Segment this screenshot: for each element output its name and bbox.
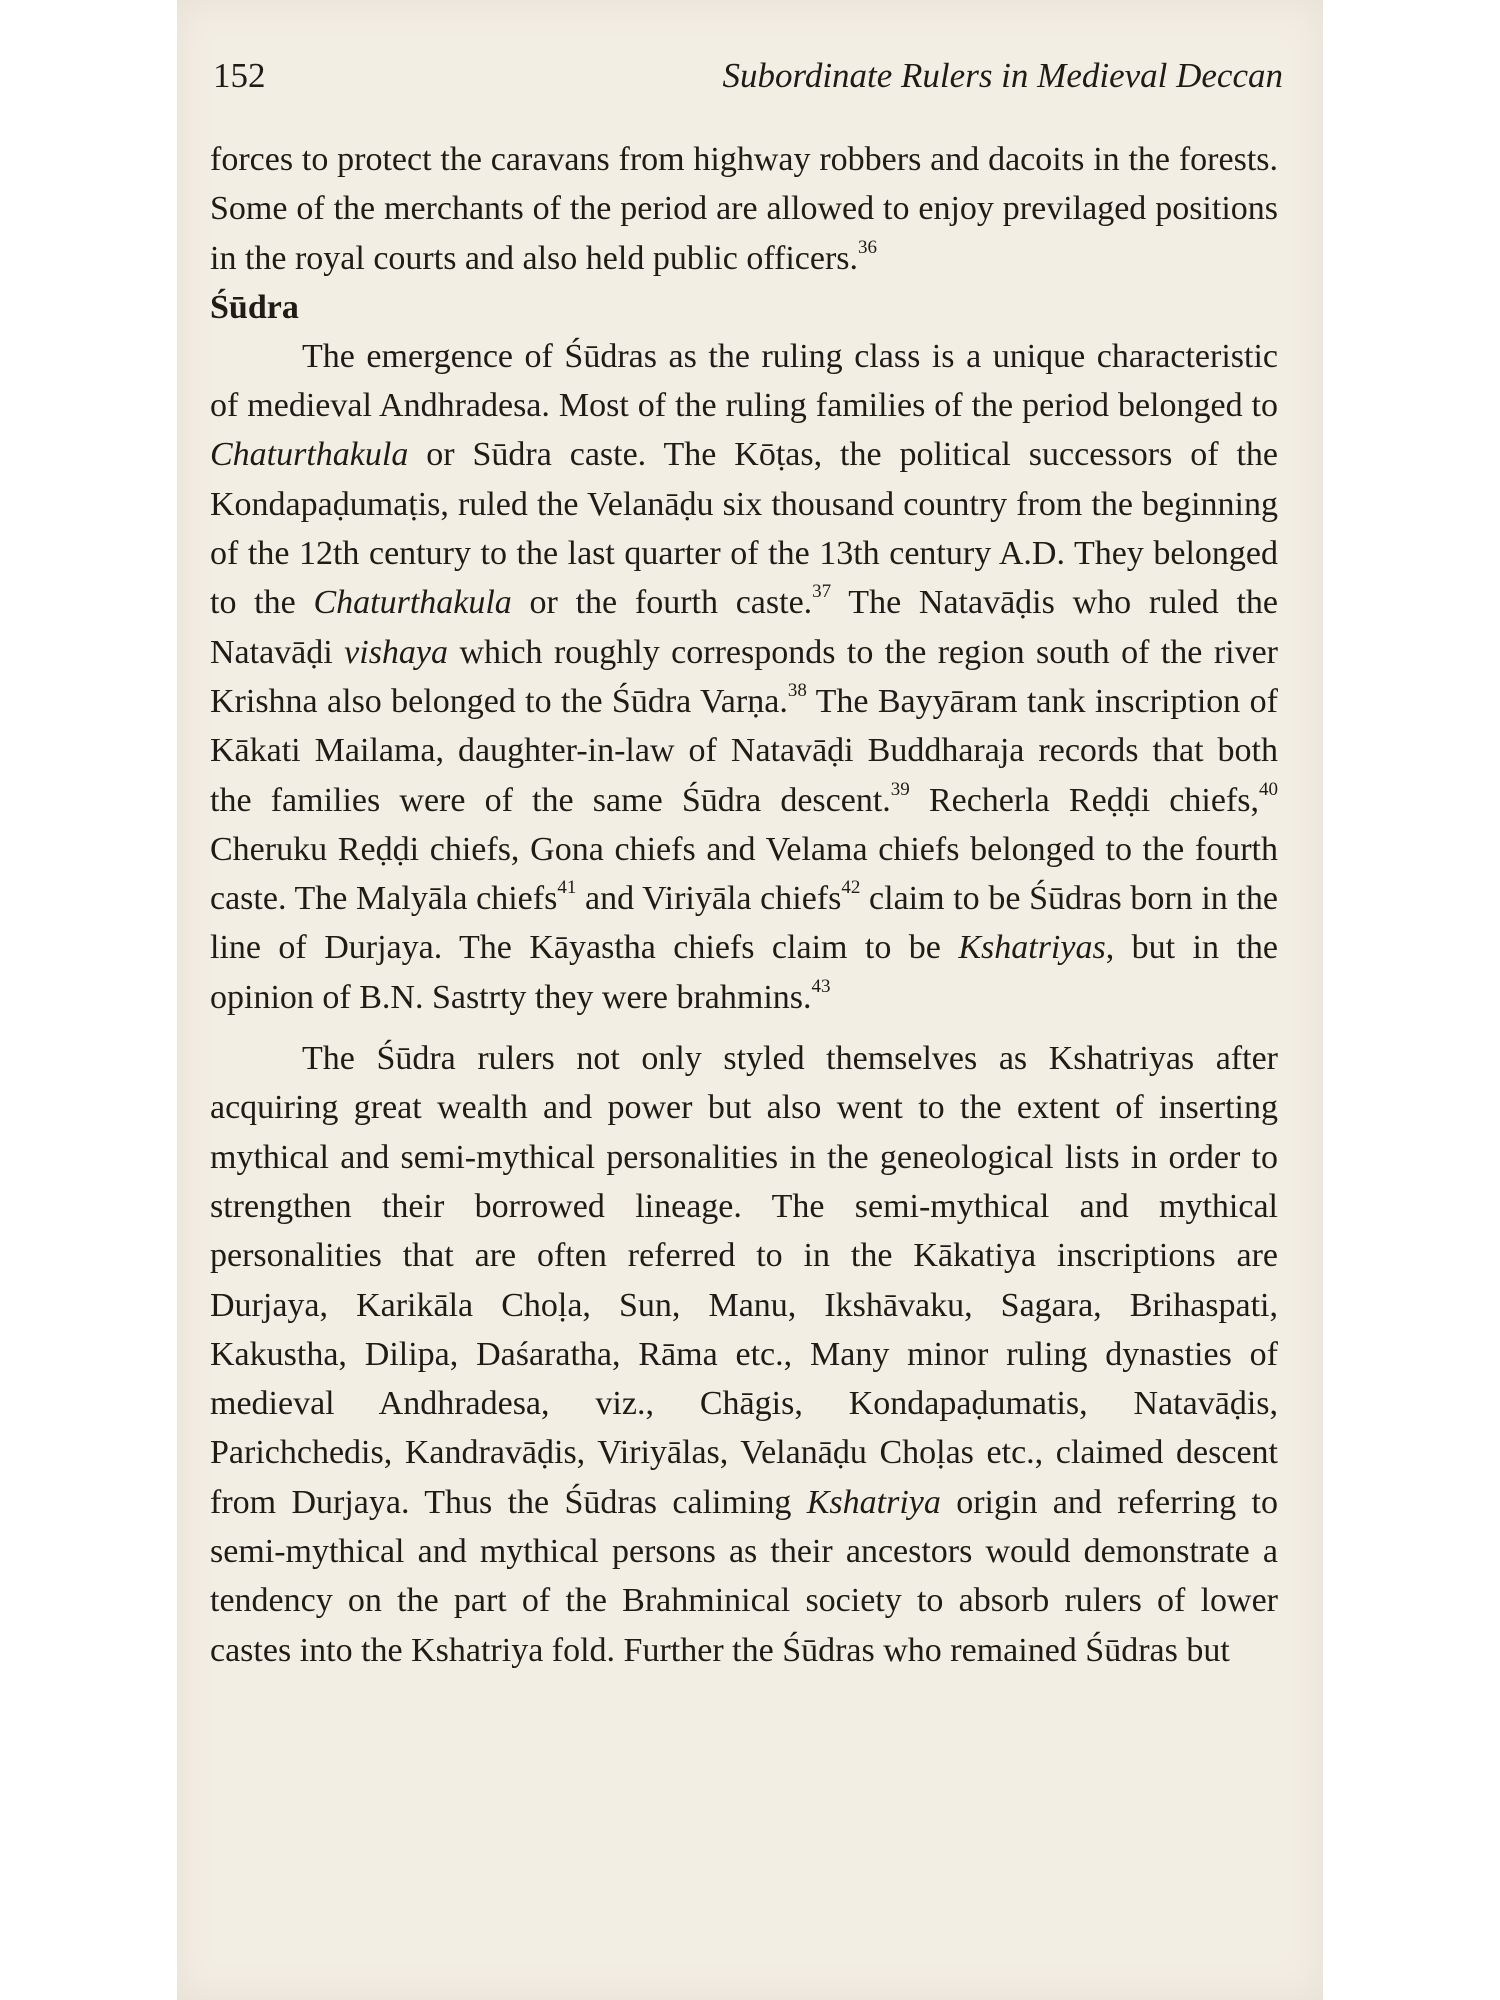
page-body xyxy=(210,135,1278,1675)
footnote-ref-38: 38 xyxy=(787,679,807,701)
italic-term: Chaturthakula xyxy=(210,436,409,474)
text: and Viriyāla chiefs xyxy=(576,880,842,918)
text: which roughly corresponds to the region south of the river Krishna also belonged to the Śūdra Varṇa. xyxy=(210,633,1279,720)
footnote-ref-37: 37 xyxy=(812,581,832,603)
paragraph-merchants xyxy=(210,135,1278,283)
text: forces to protect the caravans from highway robbers and dacoits in the forests. Some of the merchants of the period are allowed to enjoy previlaged positions in the royal courts and also held public officers. xyxy=(210,141,1278,277)
text: The emergence of Śūdras as the ruling class is a unique characteristic of medieval Andhradesa. Most of the ruling families of the period belonged to xyxy=(210,337,1278,425)
text: or the fourth caste. xyxy=(511,584,813,622)
text: Recherla Reḍḍi chiefs, xyxy=(909,781,1259,819)
running-title: Subordinate Rulers in Medieval Deccan xyxy=(722,56,1283,95)
footnote-ref-40: 40 xyxy=(1259,778,1278,800)
italic-term: Kshatriyas xyxy=(958,929,1106,967)
footnote-ref-42: 42 xyxy=(841,877,861,899)
text: The Śūdra rulers not only styled themselves as Kshatriyas after acquiring great wealth and power but also went to the extent of inserting mythical and semi-mythical personalities in the geneological lists in order to strengthen their borrowed lineage. The semi-mythical and mythical personalities that are often referred to in the Kākatiya inscriptions are Durjaya, Karikāla Choḷa, Sun, Manu, Ikshāvaku, Sagara, Brihaspati, Kakustha, Dilipa, Daśaratha, Rāma etc., Many minor ruling dynasties of medieval Andhradesa, viz., Chāgis, Kondapaḍumatis, Natavāḍis, Parichchedis, Kandravāḍis, Viriyālas, Velanāḍu Choḷas etc., claimed descent from Durjaya. Thus the Śūdras caliming xyxy=(210,1040,1278,1521)
book-page xyxy=(177,0,1323,2000)
page-number: 152 xyxy=(213,56,266,95)
text: claim to be Śūdras born in the line of Durjaya. The Kāyastha chiefs claim to be xyxy=(210,880,1279,967)
text: The Bayyāram tank inscription of Kākati Mailama, daughter-in-law of Natavāḍi Buddharaja records that both the families were of the same Śūdra descent. xyxy=(210,682,1278,819)
paragraph-mythical-lineage xyxy=(210,1034,1278,1675)
text: The Natavāḍis who ruled the Natavāḍi xyxy=(210,584,1279,671)
section-heading: Śūdra xyxy=(210,288,299,326)
page-header xyxy=(213,56,1283,106)
footnote-ref-43: 43 xyxy=(811,975,831,997)
footnote-ref-39: 39 xyxy=(890,778,910,800)
italic-term: Kshatriya xyxy=(806,1483,941,1521)
text: , but in the opinion of B.N. Sastrty they were brahmins. xyxy=(210,929,1278,1016)
italic-term: vishaya xyxy=(344,633,449,671)
footnote-ref-36: 36 xyxy=(858,236,878,258)
italic-term: Chaturthakula xyxy=(313,584,512,622)
paragraph-sudra-rulers xyxy=(210,332,1278,1022)
footnote-ref-41: 41 xyxy=(557,877,577,899)
text: or Sūdra caste. The Kōṭas, the political successors of the Kondapaḍumaṭis, ruled the Velanāḍu six thousand country from the beginning of the 12th century to the last quarter of the 13th century A.D. They belonged to the xyxy=(210,436,1278,622)
text: Cheruku Reḍḍi chiefs, Gona chiefs and Velama chiefs belonged to the fourth caste. The Malyāla chiefs xyxy=(210,830,1278,918)
text: origin and referring to semi-mythical and mythical persons as their ancestors would demonstrate a tendency on the part of the Brahminical society to absorb rulers of lower castes into the Kshatriya fold. Further the Śūdras who remained Śūdras but xyxy=(210,1483,1278,1669)
